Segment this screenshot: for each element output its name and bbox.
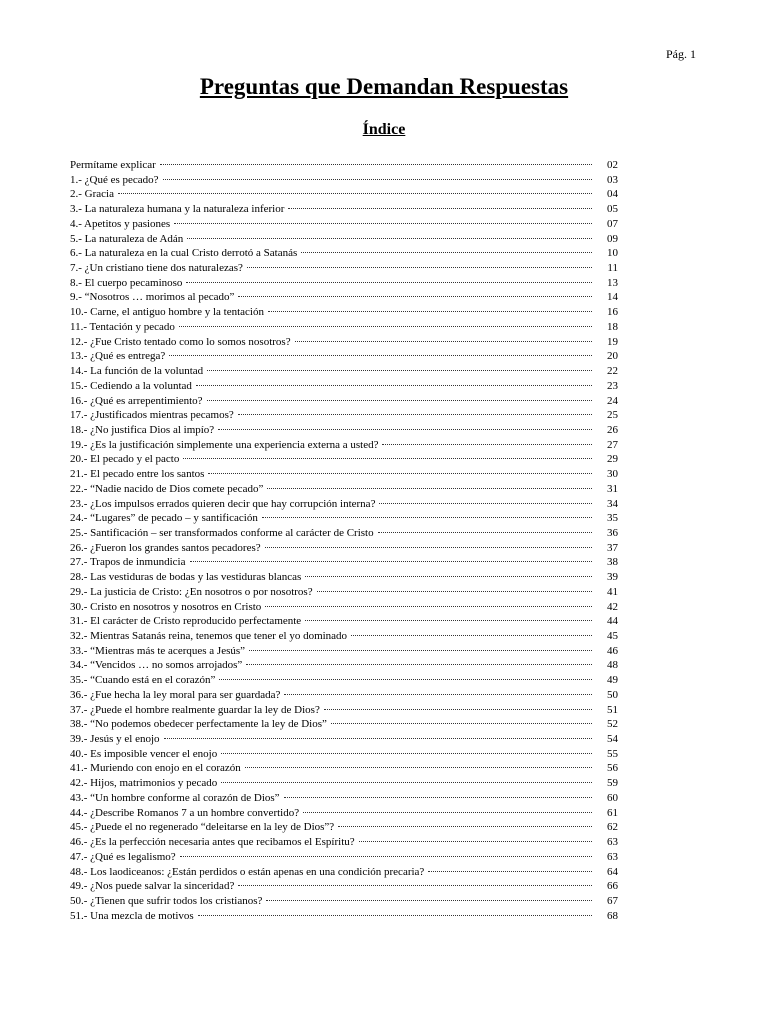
- dot-leader: [238, 884, 592, 886]
- toc-entry-page: 63: [607, 850, 618, 863]
- toc-entry-title: 43.- “Un hombre conforme al corazón de Dios”: [70, 791, 280, 804]
- toc-entry: [70, 467, 618, 482]
- toc-entry-page: 44: [607, 615, 618, 628]
- toc-entry-page: 46: [607, 644, 618, 657]
- toc-entry: [70, 673, 618, 688]
- toc-entry-title: 50.- ¿Tienen que sufrir todos los cristianos?: [70, 894, 263, 907]
- toc-entry: [70, 217, 618, 232]
- dot-leader: [221, 781, 592, 783]
- dot-leader: [301, 251, 592, 253]
- toc-entry-title: 49.- ¿Nos puede salvar la sinceridad?: [70, 880, 235, 893]
- toc-entry-title: 32.- Mientras Satanás reina, tenemos que tener el yo dominado: [70, 630, 348, 642]
- dot-leader: [219, 678, 592, 680]
- toc-entry-title: 20.- El pecado y el pacto: [70, 453, 180, 466]
- toc-entry-title: 1.- ¿Qué es pecado?: [70, 173, 159, 186]
- toc-entry-page: 36: [607, 526, 618, 539]
- toc-entry: [70, 408, 618, 423]
- toc-entry-page: 05: [607, 203, 618, 216]
- dot-leader: [266, 899, 592, 901]
- toc-entry: [70, 438, 618, 453]
- toc-entry-page: 31: [607, 482, 618, 495]
- dot-leader: [179, 325, 592, 327]
- toc-entry-page: 02: [607, 159, 618, 171]
- dot-leader: [118, 192, 592, 194]
- toc-entry-title: 25.- Santificación – ser transformados conforme al carácter de Cristo: [70, 526, 374, 539]
- toc-entry-page: 59: [607, 777, 618, 790]
- dot-leader: [190, 560, 593, 562]
- toc-entry-page: 10: [607, 247, 618, 260]
- dot-leader: [331, 722, 592, 724]
- toc-entry-page: 42: [607, 600, 618, 613]
- toc-entry-title: 18.- ¿No justifica Dios al impío?: [70, 423, 215, 436]
- toc-entry-page: 39: [607, 571, 618, 584]
- toc-entry: [70, 776, 618, 791]
- toc-entry-page: 13: [607, 276, 618, 289]
- dot-leader: [164, 737, 592, 739]
- toc-entry-title: 45.- ¿Puede el no regenerado “deleitarse en la ley de Dios”?: [70, 821, 335, 834]
- toc-entry: [70, 850, 618, 865]
- toc-entry-title: Permítame explicar: [70, 159, 156, 171]
- toc-entry-page: 56: [607, 762, 618, 775]
- toc-entry-page: 60: [607, 791, 618, 804]
- dot-leader: [267, 487, 592, 489]
- toc-entry-page: 04: [607, 188, 618, 201]
- toc-entry: [70, 526, 618, 541]
- dot-leader: [359, 840, 592, 842]
- toc-entry: [70, 541, 618, 556]
- toc-entry-title: 5.- La naturaleza de Adán: [70, 232, 184, 245]
- toc-entry-title: 10.- Carne, el antiguo hombre y la tentación: [70, 306, 264, 319]
- toc-entry-title: 9.- “Nosotros … morimos al pecado”: [70, 291, 235, 304]
- dot-leader: [183, 457, 592, 459]
- toc-entry: [70, 894, 618, 909]
- toc-entry-title: 7.- ¿Un cristiano tiene dos naturalezas?: [70, 262, 243, 275]
- dot-leader: [382, 443, 592, 445]
- toc-entry-title: 4.- Apetitos y pasiones: [70, 217, 171, 230]
- dot-leader: [428, 870, 592, 872]
- toc-entry-title: 19.- ¿Es la justificación simplemente una experiencia externa a usted?: [70, 438, 379, 451]
- dot-leader: [245, 766, 592, 768]
- toc-entry: [70, 585, 618, 600]
- toc-entry-title: 42.- Hijos, matrimonios y pecado: [70, 777, 218, 790]
- toc-entry-title: 38.- “No podemos obedecer perfectamente la ley de Dios”: [70, 718, 327, 731]
- toc-entry: [70, 658, 618, 673]
- toc-entry: [70, 276, 618, 291]
- toc-entry-title: 39.- Jesús y el enojo: [70, 733, 160, 746]
- toc-entry: [70, 570, 618, 585]
- toc-entry-page: 20: [607, 350, 618, 363]
- toc-entry: [70, 644, 618, 659]
- dot-leader: [196, 384, 592, 386]
- toc-entry-page: 61: [607, 806, 618, 819]
- toc-entry-page: 14: [607, 291, 618, 304]
- dot-leader: [249, 649, 592, 651]
- toc-entry-title: 13.- ¿Qué es entrega?: [70, 350, 166, 363]
- dot-leader: [163, 178, 592, 180]
- toc-entry: [70, 791, 618, 806]
- toc-entry-page: 25: [607, 409, 618, 422]
- dot-leader: [247, 266, 592, 268]
- toc-entry-page: 18: [607, 320, 618, 333]
- toc-entry-page: 54: [607, 733, 618, 746]
- toc-entry: [70, 379, 618, 394]
- toc-entry-page: 07: [607, 217, 618, 230]
- dot-leader: [160, 163, 592, 165]
- toc-entry-title: 24.- “Lugares” de pecado – y santificación: [70, 512, 258, 525]
- dot-leader: [174, 222, 592, 224]
- toc-entry-title: 29.- La justicia de Cristo: ¿En nosotros o por nosotros?: [70, 585, 313, 598]
- toc-entry-page: 45: [607, 630, 618, 642]
- dot-leader: [379, 502, 592, 504]
- toc-entry-title: 31.- El carácter de Cristo reproducido perfectamente: [70, 615, 302, 628]
- dot-leader: [169, 354, 592, 356]
- toc-entry: [70, 747, 618, 762]
- toc-entry: [70, 232, 618, 247]
- toc-entry-title: 6.- La naturaleza en la cual Cristo derrotó a Satanás: [70, 247, 298, 260]
- toc-entry-page: 38: [607, 556, 618, 569]
- toc-entry-page: 29: [607, 453, 618, 466]
- toc-entry: [70, 261, 618, 276]
- toc-entry: [70, 187, 618, 202]
- dot-leader: [198, 914, 592, 916]
- dot-leader: [288, 207, 592, 209]
- dot-leader: [187, 237, 592, 239]
- toc-entry: [70, 423, 618, 438]
- toc-entry-title: 28.- Las vestiduras de bodas y las vestiduras blancas: [70, 571, 302, 584]
- dot-leader: [338, 825, 592, 827]
- toc-entry: [70, 806, 618, 821]
- toc-entry-title: 46.- ¿Es la perfección necesaria antes que recibamos el Espíritu?: [70, 836, 355, 849]
- toc-entry-title: 48.- Los laodiceanos: ¿Están perdidos o están apenas en una condición precaria?: [70, 865, 425, 878]
- dot-leader: [303, 811, 592, 813]
- dot-leader: [378, 531, 592, 533]
- toc-entry-title: 11.- Tentación y pecado: [70, 320, 175, 333]
- toc-entry-title: 36.- ¿Fue hecha la ley moral para ser guardada?: [70, 688, 281, 701]
- toc-entry-page: 27: [607, 438, 618, 451]
- toc-entry-page: 49: [607, 674, 618, 687]
- dot-leader: [284, 693, 592, 695]
- toc-entry: [70, 158, 618, 173]
- toc-entry-page: 48: [607, 659, 618, 672]
- toc-entry: [70, 614, 618, 629]
- toc-entry-title: 15.- Cediendo a la voluntad: [70, 379, 192, 392]
- table-of-contents: [70, 158, 618, 923]
- dot-leader: [317, 590, 592, 592]
- toc-entry-page: 30: [607, 468, 618, 481]
- toc-entry-page: 52: [607, 718, 618, 731]
- toc-entry-page: 68: [607, 909, 618, 922]
- dot-leader: [180, 855, 592, 857]
- toc-entry-title: 2.- Gracia: [70, 188, 114, 201]
- dot-leader: [207, 399, 592, 401]
- dot-leader: [246, 663, 592, 665]
- toc-entry: [70, 335, 618, 350]
- toc-entry-title: 12.- ¿Fue Cristo tentado como lo somos nosotros?: [70, 335, 291, 348]
- toc-entry: [70, 173, 618, 188]
- toc-entry-title: 37.- ¿Puede el hombre realmente guardar la ley de Dios?: [70, 703, 320, 716]
- toc-entry-title: 22.- “Nadie nacido de Dios comete pecado”: [70, 482, 264, 495]
- dot-leader: [284, 796, 592, 798]
- toc-entry: [70, 732, 618, 747]
- toc-entry: [70, 879, 618, 894]
- toc-entry-title: 16.- ¿Qué es arrepentimiento?: [70, 394, 203, 407]
- toc-entry-title: 34.- “Vencidos … no somos arrojados”: [70, 659, 243, 672]
- toc-entry-page: 67: [607, 894, 618, 907]
- toc-entry-page: 35: [607, 512, 618, 525]
- index-heading: Índice: [362, 121, 406, 138]
- toc-entry-title: 40.- Es imposible vencer el enojo: [70, 747, 218, 760]
- toc-entry: [70, 865, 618, 880]
- toc-entry: [70, 394, 618, 409]
- toc-entry-page: 09: [607, 232, 618, 245]
- dot-leader: [208, 472, 592, 474]
- toc-entry: [70, 688, 618, 703]
- dot-leader: [238, 295, 592, 297]
- dot-leader: [305, 619, 592, 621]
- dot-leader: [265, 605, 592, 607]
- toc-entry-title: 35.- “Cuando está en el corazón”: [70, 674, 216, 687]
- toc-entry-page: 41: [607, 585, 618, 598]
- toc-entry-title: 8.- El cuerpo pecaminoso: [70, 276, 183, 289]
- toc-entry-page: 19: [607, 335, 618, 348]
- toc-entry-page: 24: [607, 394, 618, 407]
- toc-entry: [70, 290, 618, 305]
- toc-entry: [70, 703, 618, 718]
- toc-entry-page: 23: [607, 379, 618, 392]
- toc-entry-page: 11: [607, 262, 618, 275]
- toc-entry-title: 26.- ¿Fueron los grandes santos pecadores?: [70, 541, 261, 554]
- toc-entry: [70, 820, 618, 835]
- toc-entry-page: 16: [607, 306, 618, 319]
- toc-entry-title: 47.- ¿Qué es legalismo?: [70, 850, 176, 863]
- toc-entry: [70, 305, 618, 320]
- toc-entry: [70, 452, 618, 467]
- toc-entry-title: 21.- El pecado entre los santos: [70, 468, 205, 481]
- toc-entry-title: 44.- ¿Describe Romanos 7 a un hombre convertido?: [70, 806, 300, 819]
- toc-entry-title: 14.- La función de la voluntad: [70, 365, 204, 378]
- toc-entry-title: 17.- ¿Justificados mientras pecamos?: [70, 409, 234, 422]
- toc-entry-page: 22: [607, 365, 618, 378]
- dot-leader: [305, 575, 592, 577]
- dot-leader: [186, 281, 592, 283]
- toc-entry-page: 55: [607, 747, 618, 760]
- toc-entry-title: 27.- Trapos de inmundicia: [70, 556, 186, 569]
- toc-entry-page: 66: [607, 880, 618, 893]
- toc-entry: [70, 364, 618, 379]
- toc-entry: [70, 482, 618, 497]
- toc-entry-title: 23.- ¿Los impulsos errados quieren decir que hay corrupción interna?: [70, 497, 376, 510]
- toc-entry-title: 33.- “Mientras más te acerques a Jesús”: [70, 644, 246, 657]
- dot-leader: [207, 369, 592, 371]
- toc-entry: [70, 909, 618, 924]
- toc-entry-page: 37: [607, 541, 618, 554]
- toc-entry-title: 30.- Cristo en nosotros y nosotros en Cristo: [70, 600, 262, 613]
- toc-entry: [70, 246, 618, 261]
- toc-entry-page: 62: [607, 821, 618, 834]
- page-number: Pág. 1: [666, 47, 696, 61]
- toc-entry: [70, 497, 618, 512]
- dot-leader: [351, 634, 592, 636]
- toc-entry-page: 63: [607, 836, 618, 849]
- toc-entry: [70, 349, 618, 364]
- toc-entry: [70, 761, 618, 776]
- dot-leader: [265, 546, 592, 548]
- toc-entry-title: 3.- La naturaleza humana y la naturaleza inferior: [70, 203, 285, 216]
- toc-entry-page: 64: [607, 865, 618, 878]
- toc-entry: [70, 629, 618, 644]
- toc-entry-title: 51.- Una mezcla de motivos: [70, 909, 194, 922]
- toc-entry: [70, 202, 618, 217]
- toc-entry-title: 41.- Muriendo con enojo en el corazón: [70, 762, 241, 775]
- toc-entry-page: 51: [607, 703, 618, 716]
- toc-entry: [70, 555, 618, 570]
- toc-entry: [70, 511, 618, 526]
- toc-entry-page: 03: [607, 173, 618, 186]
- toc-entry-page: 50: [607, 688, 618, 701]
- toc-entry-page: 34: [607, 497, 618, 510]
- document-title: Preguntas que Demandan Respuestas: [199, 74, 569, 99]
- dot-leader: [218, 428, 592, 430]
- toc-entry-page: 26: [607, 423, 618, 436]
- toc-entry: [70, 717, 618, 732]
- dot-leader: [324, 708, 592, 710]
- dot-leader: [268, 310, 592, 312]
- toc-entry: [70, 835, 618, 850]
- dot-leader: [238, 413, 592, 415]
- dot-leader: [262, 516, 592, 518]
- dot-leader: [295, 340, 592, 342]
- toc-entry: [70, 600, 618, 615]
- toc-entry: [70, 320, 618, 335]
- dot-leader: [221, 752, 592, 754]
